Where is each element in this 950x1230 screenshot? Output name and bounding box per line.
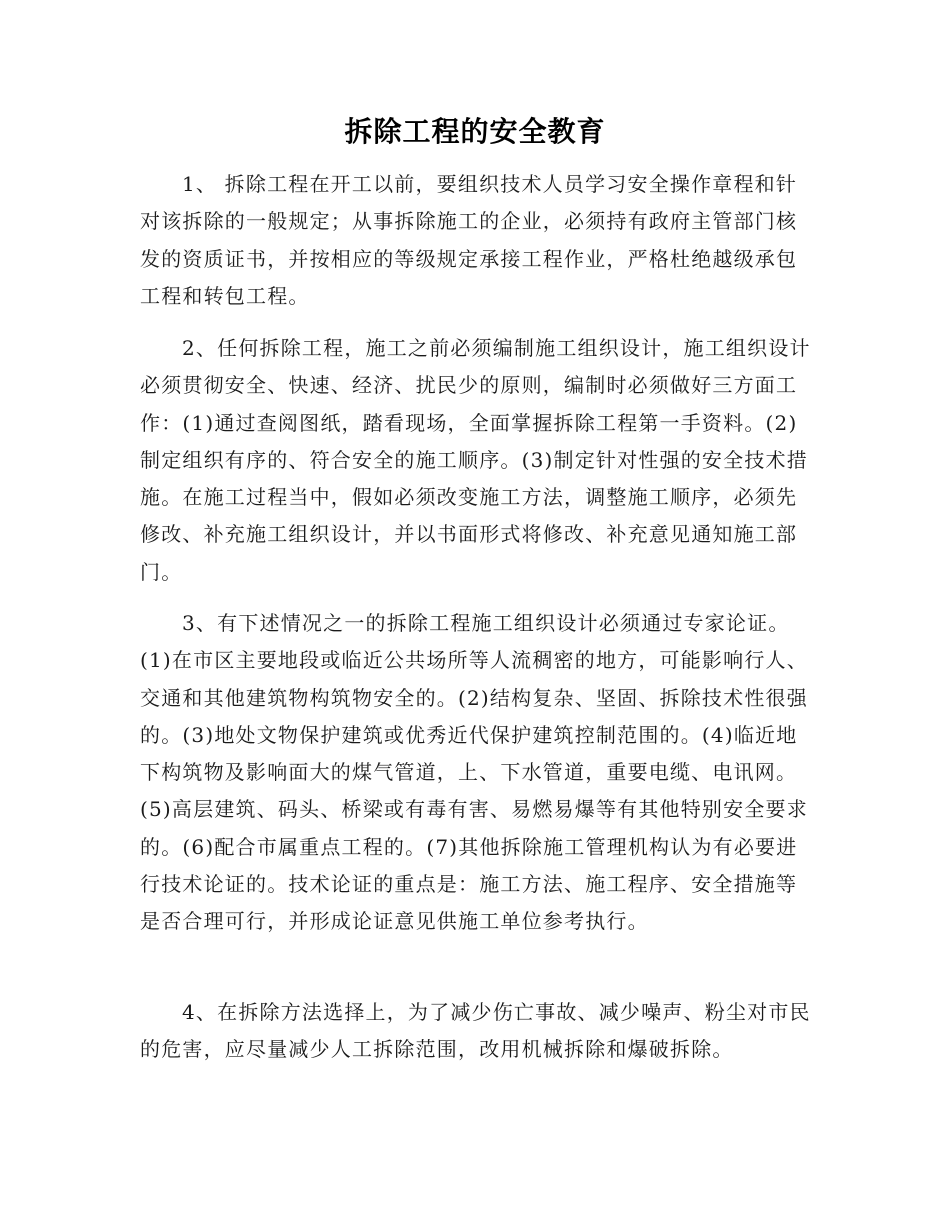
paragraph-1: 1、 拆除工程在开工以前，要组织技术人员学习安全操作章程和针对该拆除的一般规定；从事拆除施工的企业，必须持有政府主管部门核发的资质证书，并按相应的等级规定承接工程作业，严格杜绝越级承包工程和转包工程。: [140, 172, 798, 308]
paragraph-4: 4、在拆除方法选择上，为了减少伤亡事故、减少噪声、粉尘对市民的危害，应尽量减少人工拆除范围，改用机械拆除和爆破拆除。: [140, 1000, 811, 1062]
page-title: 拆除工程的安全教育: [344, 115, 606, 148]
paragraph-2: 2、任何拆除工程，施工之前必须编制施工组织设计，施工组织设计必须贯彻安全、快速、经济、扰民少的原则，编制时必须做好三方面工作：(1)通过查阅图纸，踏看现场，全面掌握拆除工程第一手资料。(2)制定组织有序的、符合安全的施工顺序。(3)制定针对性强的安全技术措施。在施工过程当中，假如必须改变施工方法，调整施工顺序，必须先修改、补充施工组织设计，并以书面形式将修改、补充意见通知施工部门。: [140, 336, 811, 584]
paragraph-3: 3、有下述情况之一的拆除工程施工组织设计必须通过专家论证。(1)在市区主要地段或临近公共场所等人流稠密的地方，可能影响行人、交通和其他建筑物构筑物安全的。(2)结构复杂、坚固、拆除技术性很强的。(3)地处文物保护建筑或优秀近代保护建筑控制范围的。(4)临近地下构筑物及影响面大的煤气管道，上、下水管道，重要电缆、电讯网。(5)高层建筑、码头、桥梁或有毒有害、易燃易爆等有其他特别安全要求的。(6)配合市属重点工程的。(7)其他拆除施工管理机构认为有必要进行技术论证的。技术论证的重点是：施工方法、施工程序、安全措施等是否合理可行，并形成论证意见供施工单位参考执行。: [140, 611, 808, 934]
